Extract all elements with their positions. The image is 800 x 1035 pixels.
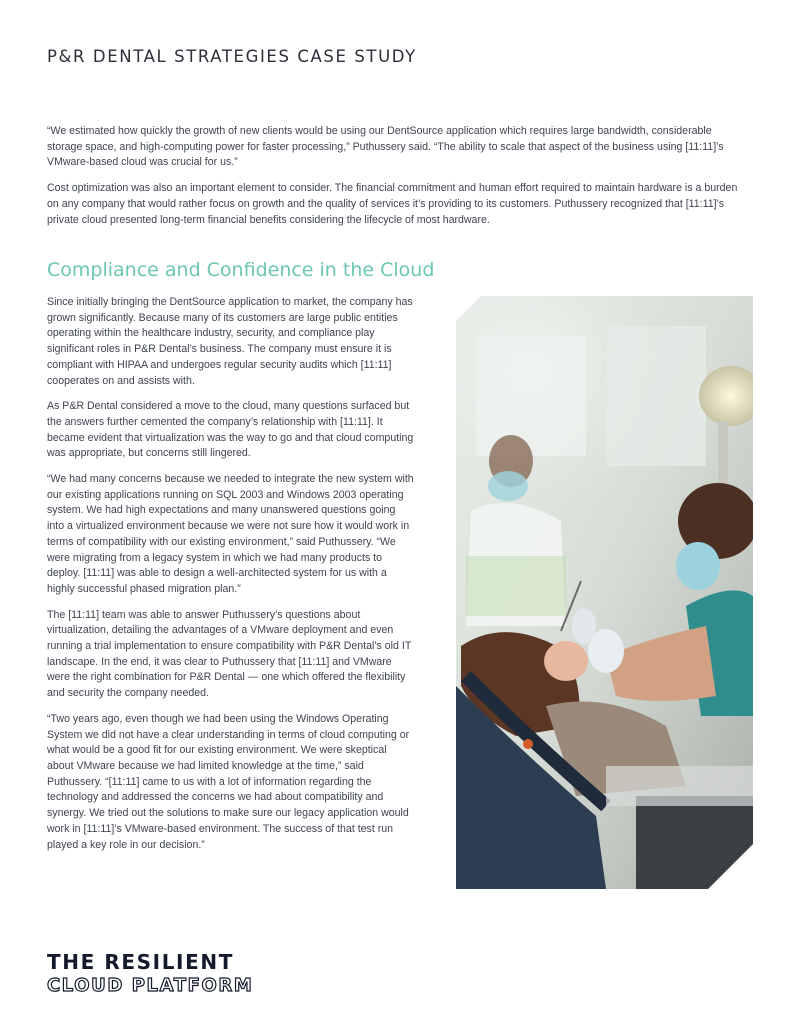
page-title: P&R DENTAL STRATEGIES CASE STUDY xyxy=(47,47,417,66)
body-paragraph: Since initially bringing the DentSource application to market, the company has grown significantly. Because many of its customers are large public entities operating within the healthcare industry, security, and compliance play significant roles in P&R Dental’s business. The company must ensure it is compliant with HIPAA and undergoes regular security audits which [11:11] cooperates on and assists with. xyxy=(47,296,413,387)
body-paragraph: The [11:11] team was able to answer Puthussery’s questions about virtualization, detailing the advantages of a VMware deployment and even running a trial implementation to ensure compatibility with P&R Dental’s old IT landscape. In the end, it was clear to Puthussery that [11:11] and VMware were the right combination for P&R Dental — one which offered the flexibility and security the company needed. xyxy=(47,608,412,700)
intro-text xyxy=(47,124,747,238)
dental-procedure-photo xyxy=(456,296,753,889)
body-paragraph: As P&R Dental considered a move to the cloud, many questions surfaced but the answers further cemented the company’s relationship with [11:11]. It became evident that virtualization was the way to go and that cloud computing was appropriate, but concerns still lingered. xyxy=(47,400,414,460)
intro-paragraph: Cost optimization was also an important element to consider. The financial commitment and human effort required to maintain hardware is a burden on any company that would rather focus on growth and the quality of services it’s providing to its customers. Puthussery recognized that [11:11]’s private cloud presented long-term financial benefits considering the lifecycle of most hardware. xyxy=(47,182,738,226)
section-body xyxy=(47,295,415,863)
section-heading: Compliance and Confidence in the Cloud xyxy=(47,259,435,281)
body-paragraph: “Two years ago, even though we had been using the Windows Operating System we did not have a clear understanding in terms of cloud computing or what would be a good fit for our existing environment. We were skeptical about VMware because we had limited knowledge at the time,” said Puthussery. “[11:11] came to us with a lot of information regarding the technology and addressed the concerns we had about compatibility and synergy. We tried out the solutions to make sure our legacy application would work in [11:11]’s VMware-based environment. The success of that test run played a key role in our decision.” xyxy=(47,712,410,851)
brand-logo xyxy=(47,951,253,998)
body-paragraph: “We had many concerns because we needed to integrate the new system with our existing applications running on SQL 2003 and Windows 2003 operating system. We had high expectations and many unanswered questions going into a virtualized environment because we were not sure how it would work in terms of compatibility with our existing environment,” said Puthussery. “We were migrating from a legacy system in which we had many products to deploy. [11:11] was able to design a well-architected system for us with a highly successful phased migration plan.” xyxy=(47,473,414,595)
logo-line-2: CLOUD PLATFORM xyxy=(47,975,254,996)
logo-line-1: THE RESILIENT xyxy=(47,950,234,974)
intro-paragraph: “We estimated how quickly the growth of new clients would be using our DentSource application which requires large bandwidth, considerable storage space, and high-computing power for faster processing,” Puthussery said. “The ability to scale that aspect of the business using [11:11]’s VMware-based cloud was crucial for us.” xyxy=(47,125,724,169)
